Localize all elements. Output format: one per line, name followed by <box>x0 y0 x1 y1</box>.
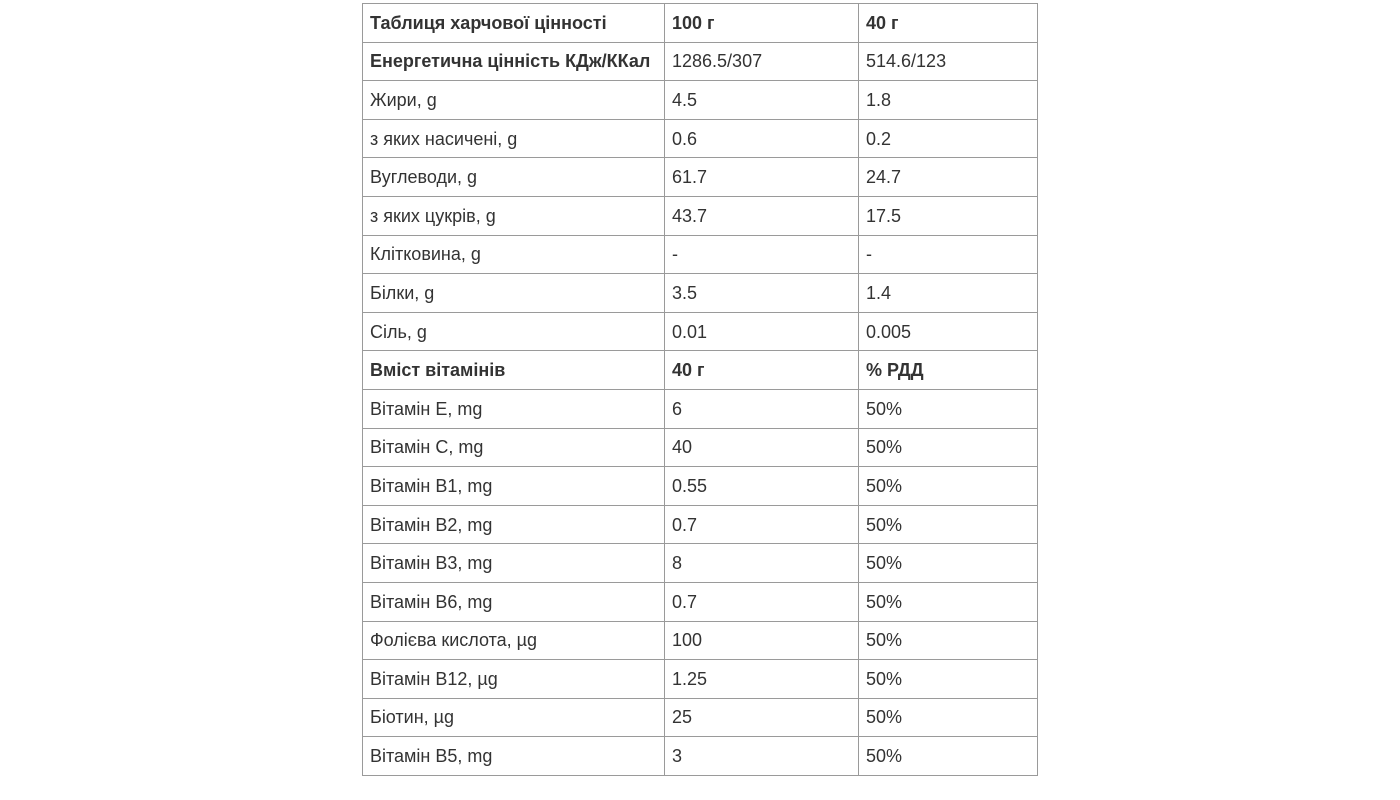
value-cell-secondary: - <box>859 235 1038 274</box>
nutrition-table-container <box>362 3 1038 776</box>
value-cell-secondary: % РДД <box>859 351 1038 390</box>
table-row <box>363 737 1038 776</box>
value-cell-secondary: 24.7 <box>859 158 1038 197</box>
value-cell-secondary: 17.5 <box>859 196 1038 235</box>
table-row <box>363 505 1038 544</box>
value-cell: 1286.5/307 <box>665 42 859 81</box>
nutrient-name-cell: Сіль, g <box>363 312 665 351</box>
value-cell: 0.7 <box>665 582 859 621</box>
table-row <box>363 312 1038 351</box>
value-cell: 8 <box>665 544 859 583</box>
value-cell: 0.6 <box>665 119 859 158</box>
nutrient-name-cell: Вітамін В12, µg <box>363 660 665 699</box>
value-cell-secondary: 50% <box>859 660 1038 699</box>
value-cell: 25 <box>665 698 859 737</box>
value-cell: 100 г <box>665 4 859 43</box>
nutrition-table-body <box>363 4 1038 776</box>
nutrient-name-cell: Вітамін В3, mg <box>363 544 665 583</box>
value-cell-secondary: 0.005 <box>859 312 1038 351</box>
nutrient-name-cell: Вітамін В6, mg <box>363 582 665 621</box>
nutrient-name-cell: Вітамін Е, mg <box>363 389 665 428</box>
nutrient-name-cell: Біотин, µg <box>363 698 665 737</box>
value-cell-secondary: 50% <box>859 698 1038 737</box>
table-row <box>363 428 1038 467</box>
value-cell: 0.55 <box>665 467 859 506</box>
value-cell-secondary: 514.6/123 <box>859 42 1038 81</box>
value-cell: 43.7 <box>665 196 859 235</box>
value-cell-secondary: 1.8 <box>859 81 1038 120</box>
table-row <box>363 389 1038 428</box>
nutrient-name-cell: Вітамін В1, mg <box>363 467 665 506</box>
value-cell-secondary: 1.4 <box>859 274 1038 313</box>
nutrient-name-cell: Вміст вітамінів <box>363 351 665 390</box>
value-cell: 4.5 <box>665 81 859 120</box>
table-row <box>363 698 1038 737</box>
nutrient-name-cell: Білки, g <box>363 274 665 313</box>
value-cell: 40 <box>665 428 859 467</box>
value-cell-secondary: 50% <box>859 389 1038 428</box>
table-header-row <box>363 4 1038 43</box>
value-cell-secondary: 50% <box>859 505 1038 544</box>
nutrition-table <box>362 3 1038 776</box>
value-cell: 61.7 <box>665 158 859 197</box>
value-cell: 3 <box>665 737 859 776</box>
value-cell-secondary: 50% <box>859 428 1038 467</box>
value-cell-secondary: 40 г <box>859 4 1038 43</box>
value-cell-secondary: 50% <box>859 544 1038 583</box>
nutrient-name-cell: з яких насичені, g <box>363 119 665 158</box>
table-row <box>363 660 1038 699</box>
nutrient-name-cell: Енергетична цінність КДж/ККал <box>363 42 665 81</box>
table-row <box>363 158 1038 197</box>
table-row <box>363 467 1038 506</box>
value-cell: 6 <box>665 389 859 428</box>
value-cell: 100 <box>665 621 859 660</box>
nutrient-name-cell: Клітковина, g <box>363 235 665 274</box>
table-row <box>363 582 1038 621</box>
value-cell-secondary: 0.2 <box>859 119 1038 158</box>
value-cell-secondary: 50% <box>859 582 1038 621</box>
value-cell: 0.01 <box>665 312 859 351</box>
table-row <box>363 42 1038 81</box>
nutrient-name-cell: Вуглеводи, g <box>363 158 665 197</box>
table-row <box>363 81 1038 120</box>
table-header-row <box>363 351 1038 390</box>
table-row <box>363 621 1038 660</box>
value-cell: - <box>665 235 859 274</box>
table-row <box>363 235 1038 274</box>
value-cell: 1.25 <box>665 660 859 699</box>
nutrient-name-cell: Жири, g <box>363 81 665 120</box>
value-cell-secondary: 50% <box>859 467 1038 506</box>
value-cell-secondary: 50% <box>859 737 1038 776</box>
nutrient-name-cell: Вітамін С, mg <box>363 428 665 467</box>
value-cell: 40 г <box>665 351 859 390</box>
table-row <box>363 274 1038 313</box>
table-row <box>363 196 1038 235</box>
nutrient-name-cell: Вітамін В5, mg <box>363 737 665 776</box>
nutrient-name-cell: Таблиця харчової цінності <box>363 4 665 43</box>
value-cell: 3.5 <box>665 274 859 313</box>
value-cell: 0.7 <box>665 505 859 544</box>
table-row <box>363 544 1038 583</box>
table-row <box>363 119 1038 158</box>
nutrient-name-cell: Фолієва кислота, µg <box>363 621 665 660</box>
nutrient-name-cell: з яких цукрів, g <box>363 196 665 235</box>
nutrient-name-cell: Вітамін В2, mg <box>363 505 665 544</box>
value-cell-secondary: 50% <box>859 621 1038 660</box>
